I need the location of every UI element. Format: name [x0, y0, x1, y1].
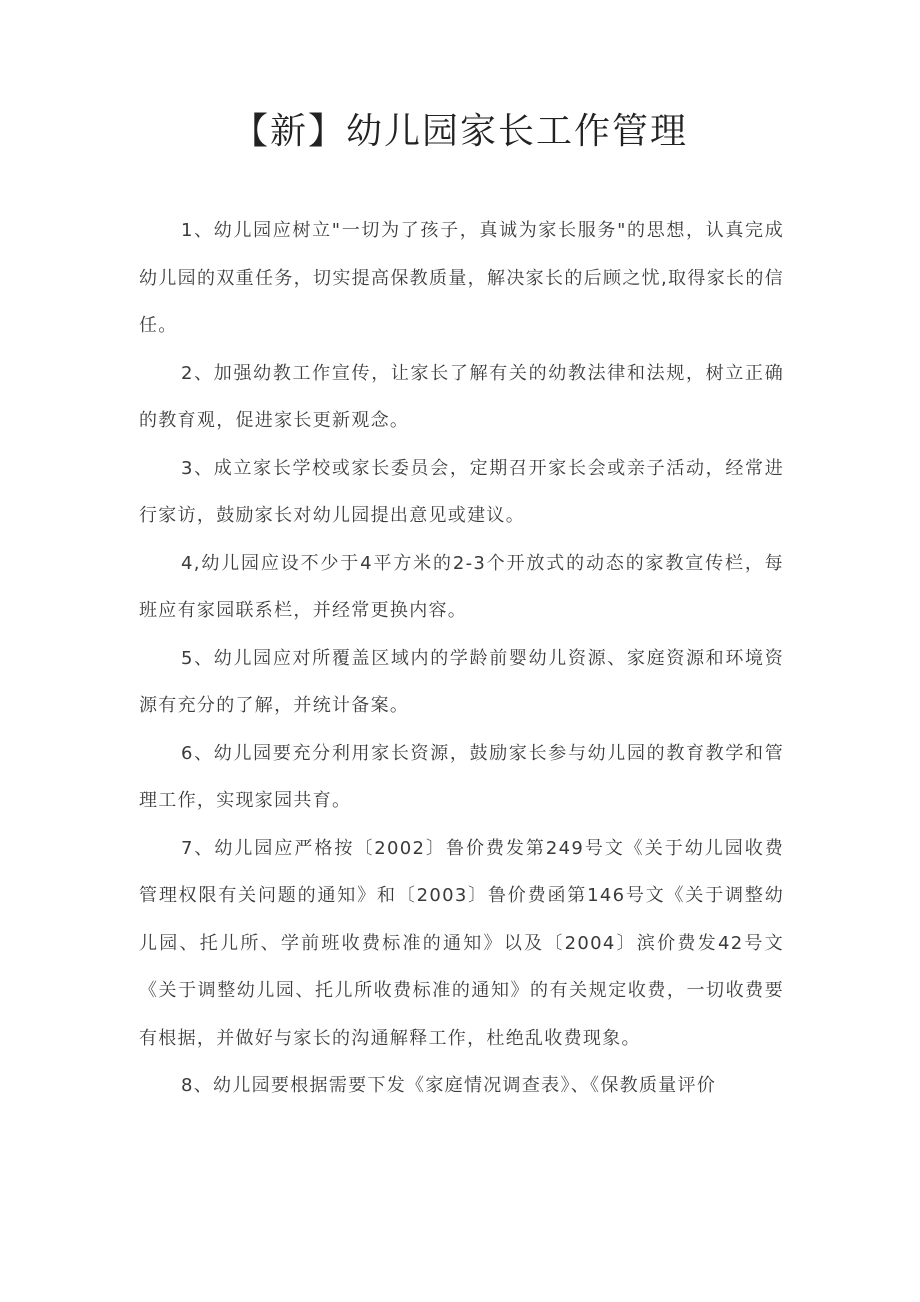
document-body: [139, 207, 784, 1110]
paragraph-8: 8、幼儿园要根据需要下发《家庭情况调查表》、《保教质量评价: [181, 1075, 717, 1096]
paragraph-4: 4,幼儿园应设不少于4平方米的2-3个开放式的动态的家教宣传栏，每班应有家园联系栏，并经常更换内容。: [139, 552, 784, 621]
paragraph-1: 1、幼儿园应树立"一切为了孩子，真诚为家长服务"的思想，认真完成幼儿园的双重任务，切实提高保教质量，解决家长的后顾之忧,取得家长的信任。: [139, 220, 784, 336]
paragraph-7: 7、幼儿园应严格按〔2002〕鲁价费发第249号文《关于幼儿园收费管理权限有关问题的通知》和〔2003〕鲁价费函第146号文《关于调整幼儿园、托儿所、学前班收费标准的通知》以及〔2004〕滨价费发42号文《关于调整幼儿园、托儿所收费标准的通知》的有关规定收费，一切收费要有根据，并做好与家长的沟通解释工作，杜绝乱收费现象。: [139, 837, 784, 1049]
document-title: 【新】幼儿园家长工作管理: [231, 111, 688, 152]
paragraph-3: 3、成立家长学校或家长委员会，定期召开家长会或亲子活动，经常进行家访，鼓励家长对幼儿园提出意见或建议。: [139, 457, 784, 526]
paragraph-5: 5、幼儿园应对所覆盖区域内的学龄前婴幼儿资源、家庭资源和环境资源有充分的了解，并统计备案。: [139, 647, 784, 716]
paragraph-6: 6、幼儿园要充分利用家长资源，鼓励家长参与幼儿园的教育教学和管理工作，实现家园共育。: [139, 742, 784, 811]
paragraph-2: 2、加强幼教工作宣传，让家长了解有关的幼教法律和法规，树立正确的教育观，促进家长更新观念。: [139, 362, 784, 431]
